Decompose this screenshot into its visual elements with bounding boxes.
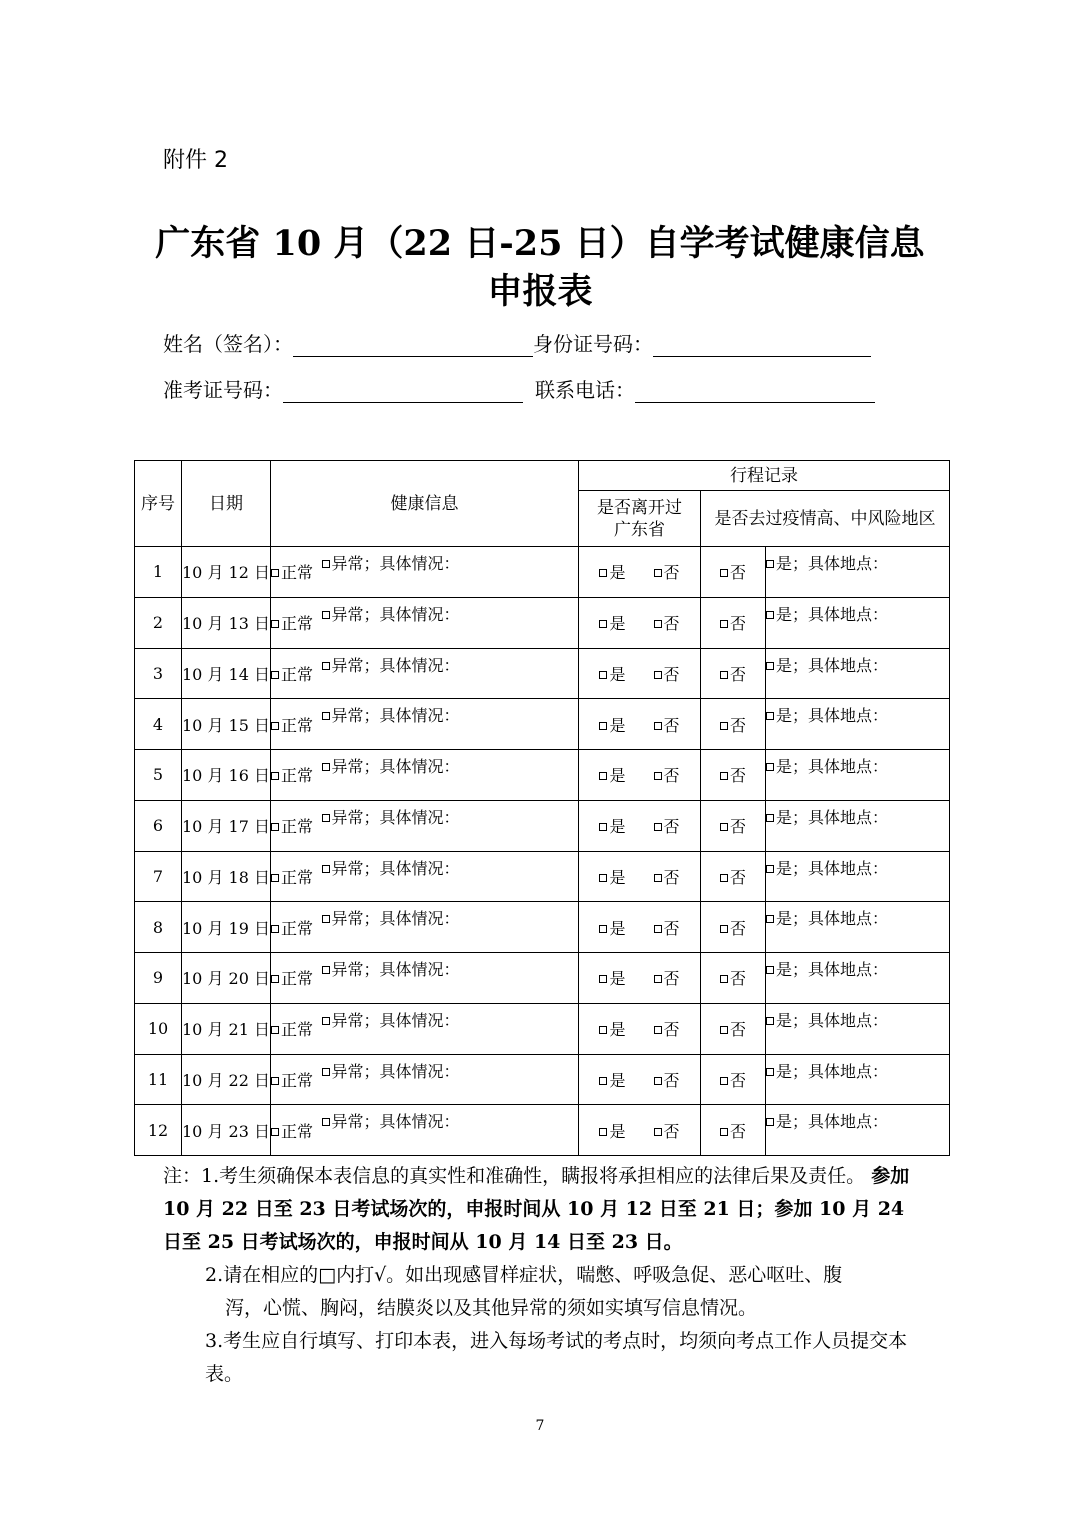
yes-location-label: 是；具体地点： [776,1112,889,1132]
header-seq: 序号 [135,461,182,547]
no-label: 否 [729,563,746,583]
checkbox-icon[interactable] [654,874,662,882]
checkbox-icon[interactable] [599,975,607,983]
checkbox-icon[interactable] [654,1026,662,1034]
yes-location-label: 是；具体地点： [776,604,889,624]
no-label: 否 [663,918,680,938]
checkbox-icon[interactable] [720,925,728,933]
table-row [135,547,950,598]
normal-label: 正常 [281,1020,314,1040]
risk-area-yes-option[interactable] [766,597,950,648]
risk-area-yes-option[interactable] [766,800,950,851]
yes-label: 是 [609,867,626,887]
risk-area-no-option[interactable] [701,648,766,699]
risk-area-no-option[interactable] [701,750,766,801]
checkbox-icon[interactable] [766,712,774,720]
row-number: 2 [135,597,182,648]
risk-area-no-option[interactable] [701,902,766,953]
abnormal-option[interactable] [322,699,579,750]
table-row [135,902,950,953]
note-2b: 泻，心慌、胸闷，结膜炎以及其他异常的须如实填写信息情况。 [225,1297,758,1319]
checkbox-icon[interactable] [654,722,662,730]
checkbox-icon[interactable] [766,915,774,923]
checkbox-icon[interactable] [322,1118,330,1126]
yes-location-label: 是；具体地点： [776,1010,889,1030]
left-guangdong-options[interactable] [579,1054,701,1105]
risk-area-yes-option[interactable] [766,953,950,1004]
abnormal-label: 异常；具体情况： [331,655,460,675]
checkbox-icon[interactable] [322,662,330,670]
checkbox-icon[interactable] [322,763,330,771]
checkbox-icon[interactable] [322,915,330,923]
normal-option[interactable] [271,800,322,851]
checkbox-icon[interactable] [766,763,774,771]
normal-option[interactable] [271,699,322,750]
normal-label: 正常 [281,867,314,887]
yes-label: 是 [609,614,626,634]
row-number: 11 [135,1054,182,1105]
form-title [150,220,930,316]
checkbox-icon[interactable] [720,772,728,780]
checkbox-icon[interactable] [766,1118,774,1126]
left-guangdong-options[interactable] [579,750,701,801]
no-label: 否 [663,715,680,735]
yes-label: 是 [609,918,626,938]
yes-location-label: 是；具体地点： [776,655,889,675]
checkbox-icon[interactable] [720,1128,728,1136]
no-label: 否 [663,766,680,786]
checkbox-icon[interactable] [720,1026,728,1034]
checkbox-icon[interactable] [599,874,607,882]
checkbox-icon[interactable] [322,560,330,568]
normal-option[interactable] [271,902,322,953]
abnormal-option[interactable] [322,1105,579,1156]
normal-option[interactable] [271,1105,322,1156]
no-label: 否 [729,867,746,887]
left-guangdong-options[interactable] [579,902,701,953]
checkbox-icon[interactable] [599,1128,607,1136]
normal-option[interactable] [271,648,322,699]
checkbox-icon[interactable] [766,966,774,974]
checkbox-icon[interactable] [599,772,607,780]
no-label: 否 [663,1020,680,1040]
page-number: 7 [535,1418,545,1434]
abnormal-label: 异常；具体情况： [331,1112,460,1132]
checkbox-icon[interactable] [654,1077,662,1085]
row-date: 10 月 16 日 [182,750,271,801]
abnormal-option[interactable] [322,547,579,598]
checkbox-icon[interactable] [271,1128,279,1136]
yes-label: 是 [609,1070,626,1090]
abnormal-option[interactable] [322,648,579,699]
row-number: 3 [135,648,182,699]
normal-label: 正常 [281,614,314,634]
name-blank[interactable] [293,334,533,357]
name-id-row [163,328,871,357]
checkbox-icon[interactable] [271,620,279,628]
ticket-blank[interactable] [283,380,523,403]
table-row [135,953,950,1004]
left-guangdong-options[interactable] [579,699,701,750]
left-guangdong-options[interactable] [579,953,701,1004]
checkbox-icon[interactable] [271,925,279,933]
left-guangdong-options[interactable] [579,547,701,598]
normal-label: 正常 [281,766,314,786]
table-row [135,851,950,902]
note-3: 3.考生应自行填写、打印本表，进入每场考试的考点时，均须向考点工作人员提交本表。 [205,1330,908,1385]
phone-label: 联系电话： [535,378,635,402]
no-label: 否 [729,969,746,989]
risk-area-no-option[interactable] [701,1003,766,1054]
checkbox-icon[interactable] [654,620,662,628]
no-label: 否 [663,1070,680,1090]
risk-area-yes-option[interactable] [766,851,950,902]
header-date: 日期 [182,461,271,547]
checkbox-icon[interactable] [271,569,279,577]
name-label: 姓名（签名）： [163,332,293,356]
checkbox-icon[interactable] [720,569,728,577]
abnormal-label: 异常；具体情况： [331,909,460,929]
no-label: 否 [729,766,746,786]
row-number: 1 [135,547,182,598]
checkbox-icon[interactable] [322,814,330,822]
row-number: 12 [135,1105,182,1156]
normal-label: 正常 [281,1121,314,1141]
checkbox-icon[interactable] [654,671,662,679]
table-row [135,699,950,750]
normal-label: 正常 [281,1070,314,1090]
checkbox-icon[interactable] [322,1068,330,1076]
no-label: 否 [729,1121,746,1141]
checkbox-icon[interactable] [599,569,607,577]
checkbox-icon[interactable] [720,874,728,882]
abnormal-label: 异常；具体情况： [331,554,460,573]
checkbox-icon[interactable] [322,966,330,974]
risk-area-yes-option[interactable] [766,750,950,801]
no-label: 否 [729,664,746,684]
normal-option[interactable] [271,1003,322,1054]
row-number: 5 [135,750,182,801]
abnormal-option[interactable] [322,953,579,1004]
yes-location-label: 是；具体地点： [776,554,889,573]
checkbox-icon[interactable] [766,611,774,619]
row-date: 10 月 22 日 [182,1054,271,1105]
row-date: 10 月 14 日 [182,648,271,699]
row-date: 10 月 20 日 [182,953,271,1004]
checkbox-icon[interactable] [766,865,774,873]
yes-label: 是 [609,766,626,786]
abnormal-label: 异常；具体情况： [331,604,460,624]
checkbox-icon[interactable] [271,722,279,730]
yes-location-label: 是；具体地点： [776,706,889,726]
notes [163,1160,923,1391]
table-row [135,648,950,699]
no-label: 否 [729,817,746,837]
checkbox-icon[interactable] [654,772,662,780]
no-label: 否 [663,1121,680,1141]
normal-label: 正常 [281,715,314,735]
row-date: 10 月 13 日 [182,597,271,648]
header-risk-area: 是否去过疫情高、中风险地区 [701,491,950,547]
risk-area-yes-option[interactable] [766,699,950,750]
checkbox-icon[interactable] [271,1077,279,1085]
yes-label: 是 [609,715,626,735]
yes-label: 是 [609,1020,626,1040]
abnormal-option[interactable] [322,800,579,851]
header-left-guangdong: 是否离开过广东省 [579,491,701,547]
checkbox-icon[interactable] [766,662,774,670]
abnormal-label: 异常；具体情况： [331,706,460,726]
abnormal-label: 异常；具体情况： [331,960,460,979]
abnormal-label: 异常；具体情况： [331,1061,460,1081]
header-health: 健康信息 [271,461,579,547]
abnormal-label: 异常；具体情况： [331,858,460,878]
risk-area-yes-option[interactable] [766,1054,950,1105]
checkbox-icon[interactable] [599,722,607,730]
normal-label: 正常 [281,969,314,989]
risk-area-yes-option[interactable] [766,1105,950,1156]
row-number: 6 [135,800,182,851]
abnormal-option[interactable] [322,1054,579,1105]
health-form-table [134,460,950,1156]
id-label: 身份证号码： [533,332,653,356]
yes-label: 是 [609,817,626,837]
checkbox-icon[interactable] [599,620,607,628]
risk-area-no-option[interactable] [701,953,766,1004]
abnormal-option[interactable] [322,902,579,953]
normal-option[interactable] [271,547,322,598]
checkbox-icon[interactable] [720,823,728,831]
attachment-label: 附件 2 [163,148,228,173]
row-date: 10 月 17 日 [182,800,271,851]
row-date: 10 月 19 日 [182,902,271,953]
table-row [135,1054,950,1105]
no-label: 否 [663,664,680,684]
checkbox-icon[interactable] [599,925,607,933]
checkbox-icon[interactable] [654,975,662,983]
title-line-2: 申报表 [487,271,593,312]
left-guangdong-options[interactable] [579,1003,701,1054]
row-date: 10 月 12 日 [182,547,271,598]
abnormal-label: 异常；具体情况： [331,1010,460,1030]
left-guangdong-options[interactable] [579,800,701,851]
left-guangdong-options[interactable] [579,851,701,902]
checkbox-icon[interactable] [720,671,728,679]
checkbox-icon[interactable] [654,925,662,933]
checkbox-icon[interactable] [599,671,607,679]
row-number: 7 [135,851,182,902]
ticket-phone-row [163,374,875,403]
checkbox-icon[interactable] [271,823,279,831]
no-label: 否 [663,563,680,583]
no-label: 否 [729,715,746,735]
no-label: 否 [729,614,746,634]
normal-option[interactable] [271,1054,322,1105]
left-guangdong-options[interactable] [579,648,701,699]
phone-blank[interactable] [635,380,875,403]
risk-area-yes-option[interactable] [766,648,950,699]
normal-option[interactable] [271,851,322,902]
checkbox-icon[interactable] [271,1026,279,1034]
normal-option[interactable] [271,953,322,1004]
abnormal-label: 异常；具体情况： [331,757,460,776]
checkbox-icon[interactable] [720,975,728,983]
checkbox-icon[interactable] [654,823,662,831]
checkbox-icon[interactable] [766,1068,774,1076]
checkbox-icon[interactable] [720,722,728,730]
abnormal-option[interactable] [322,1003,579,1054]
note-2a: 2.请在相应的□内打√。如出现感冒样症状，喘憋、呼吸急促、恶心呕吐、腹 [205,1264,843,1286]
abnormal-label: 异常；具体情况： [331,807,460,827]
note-1 [163,1160,923,1259]
checkbox-icon[interactable] [599,1077,607,1085]
checkbox-icon[interactable] [720,1077,728,1085]
no-label: 否 [663,867,680,887]
left-guangdong-options[interactable] [579,597,701,648]
table-row [135,597,950,648]
no-label: 否 [663,969,680,989]
checkbox-icon[interactable] [271,975,279,983]
id-blank[interactable] [653,334,871,357]
no-label: 否 [729,1070,746,1090]
yes-location-label: 是；具体地点： [776,807,889,827]
row-number: 9 [135,953,182,1004]
checkbox-icon[interactable] [322,611,330,619]
yes-label: 是 [609,664,626,684]
checkbox-icon[interactable] [599,1026,607,1034]
no-label: 否 [663,817,680,837]
risk-area-yes-option[interactable] [766,547,950,598]
normal-option[interactable] [271,597,322,648]
header-travel: 行程记录 [579,461,950,491]
row-number: 4 [135,699,182,750]
ticket-label: 准考证号码： [163,378,283,402]
yes-label: 是 [609,1121,626,1141]
abnormal-option[interactable] [322,750,579,801]
note-1-bold: 参加 10 月 22 日至 23 日考试场次的，申报时间从 10 月 12 日至 21 日；参加 10 月 24 日至 25 日考试场次的，申报时间从 10 月 14 日至 23 日。 [163,1165,910,1253]
yes-label: 是 [609,563,626,583]
table-row [135,750,950,801]
risk-area-no-option[interactable] [701,699,766,750]
checkbox-icon[interactable] [766,1017,774,1025]
checkbox-icon[interactable] [322,865,330,873]
checkbox-icon[interactable] [720,620,728,628]
row-number: 8 [135,902,182,953]
checkbox-icon[interactable] [271,772,279,780]
risk-area-no-option[interactable] [701,547,766,598]
title-line-1: 广东省 10 月（22 日-25 日）自学考试健康信息 [155,223,925,264]
table-row [135,1105,950,1156]
yes-location-label: 是；具体地点： [776,1061,889,1081]
yes-location-label: 是；具体地点： [776,909,889,929]
checkbox-icon[interactable] [766,560,774,568]
checkbox-icon[interactable] [322,712,330,720]
checkbox-icon[interactable] [654,1128,662,1136]
checkbox-icon[interactable] [271,671,279,679]
row-date: 10 月 23 日 [182,1105,271,1156]
table-row [135,800,950,851]
no-label: 否 [729,1020,746,1040]
risk-area-no-option[interactable] [701,851,766,902]
yes-location-label: 是；具体地点： [776,960,889,979]
checkbox-icon[interactable] [271,874,279,882]
row-date: 10 月 15 日 [182,699,271,750]
checkbox-icon[interactable] [766,814,774,822]
abnormal-option[interactable] [322,851,579,902]
checkbox-icon[interactable] [654,569,662,577]
checkbox-icon[interactable] [599,823,607,831]
no-label: 否 [729,918,746,938]
note-1-text: 注：1.考生须确保本表信息的真实性和准确性，瞒报将承担相应的法律后果及责任。 [163,1165,866,1187]
yes-location-label: 是；具体地点： [776,858,889,878]
row-date: 10 月 21 日 [182,1003,271,1054]
normal-label: 正常 [281,817,314,837]
risk-area-no-option[interactable] [701,1105,766,1156]
risk-area-no-option[interactable] [701,597,766,648]
normal-option[interactable] [271,750,322,801]
row-number: 10 [135,1003,182,1054]
yes-location-label: 是；具体地点： [776,757,889,776]
normal-label: 正常 [281,563,314,583]
no-label: 否 [663,614,680,634]
table-row [135,1003,950,1054]
risk-area-yes-option[interactable] [766,1003,950,1054]
row-date: 10 月 18 日 [182,851,271,902]
checkbox-icon[interactable] [322,1017,330,1025]
risk-area-yes-option[interactable] [766,902,950,953]
normal-label: 正常 [281,918,314,938]
risk-area-no-option[interactable] [701,800,766,851]
abnormal-option[interactable] [322,597,579,648]
normal-label: 正常 [281,664,314,684]
risk-area-no-option[interactable] [701,1054,766,1105]
yes-label: 是 [609,969,626,989]
left-guangdong-options[interactable] [579,1105,701,1156]
